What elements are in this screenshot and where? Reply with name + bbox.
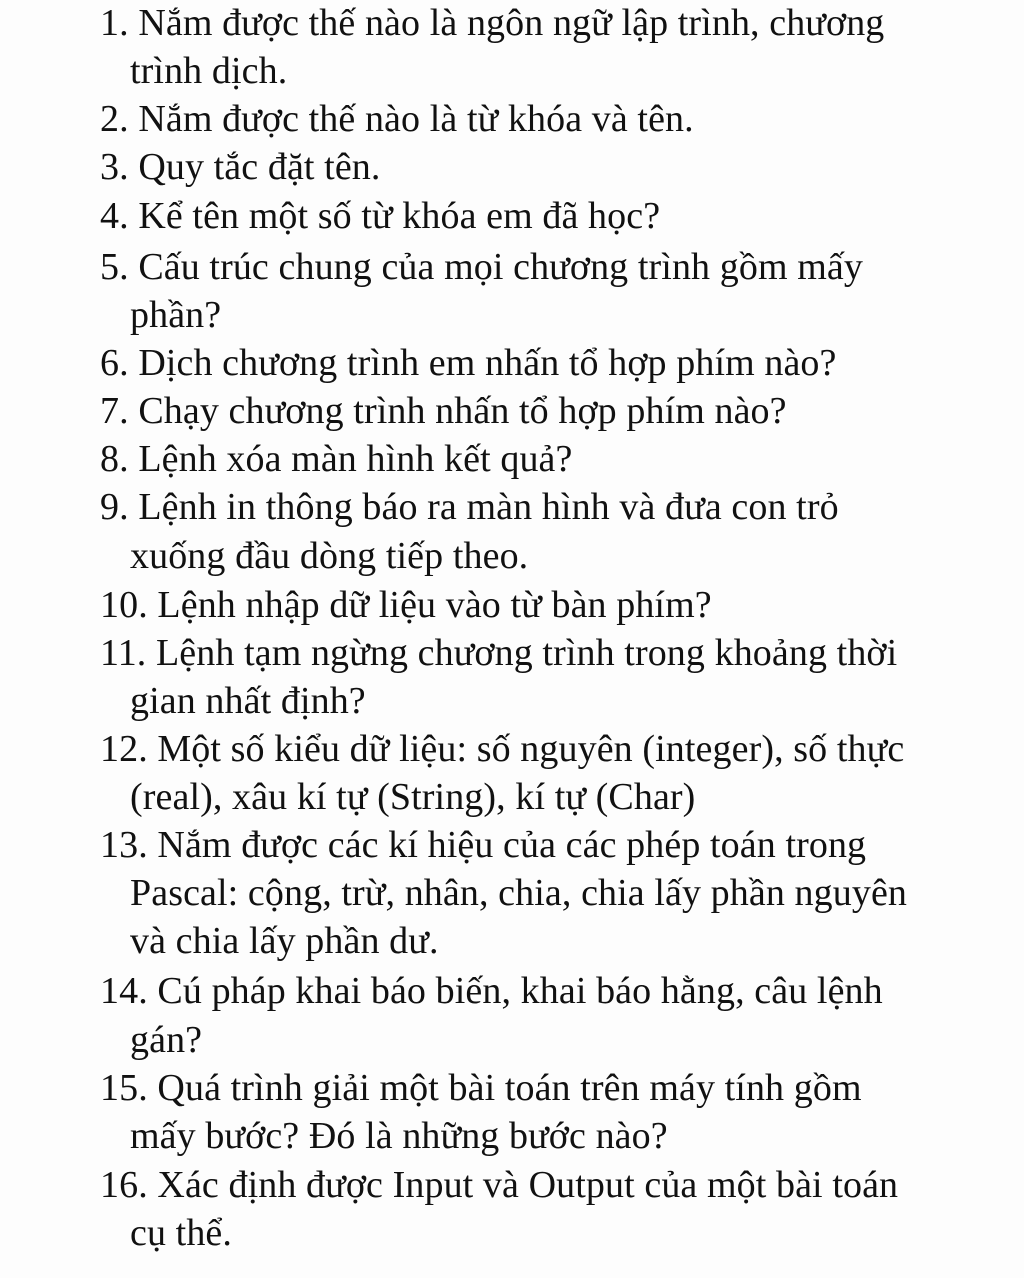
item-text: Quy tắc đặt tên. bbox=[138, 146, 381, 188]
item-text: gán? bbox=[130, 1019, 203, 1061]
list-item-line bbox=[130, 870, 907, 916]
item-text: (real), xâu kí tự (String), kí tự (Char) bbox=[130, 776, 696, 818]
list-item-line bbox=[130, 1210, 232, 1256]
item-number: 9. bbox=[100, 486, 129, 528]
list-item-line bbox=[130, 678, 366, 724]
item-text: Lệnh nhập dữ liệu vào từ bàn phím? bbox=[157, 584, 712, 626]
item-number: 11. bbox=[100, 632, 147, 674]
list-item-line bbox=[130, 1113, 668, 1159]
list-item-line bbox=[100, 436, 573, 482]
list-item-line bbox=[100, 388, 787, 434]
list-item-line bbox=[100, 144, 381, 190]
item-text: Một số kiểu dữ liệu: số nguyên (integer), số thực bbox=[157, 728, 905, 770]
item-text: Lệnh tạm ngừng chương trình trong khoảng thời bbox=[156, 632, 898, 674]
item-text: Lệnh in thông báo ra màn hình và đưa con trỏ bbox=[138, 486, 839, 528]
list-item-line bbox=[100, 968, 883, 1014]
list-item-line bbox=[130, 918, 439, 964]
list-item-line bbox=[100, 630, 897, 676]
item-number: 2. bbox=[100, 98, 129, 140]
item-text: xuống đầu dòng tiếp theo. bbox=[130, 535, 529, 577]
item-number: 8. bbox=[100, 438, 129, 480]
list-item-line bbox=[100, 726, 904, 772]
list-item-line bbox=[100, 193, 660, 239]
list-item-line bbox=[100, 340, 837, 386]
list-item-line bbox=[130, 1017, 202, 1063]
list-item-line bbox=[100, 582, 712, 628]
list-item-line bbox=[100, 244, 863, 290]
item-text: Kể tên một số từ khóa em đã học? bbox=[138, 195, 661, 237]
item-text: phần? bbox=[130, 294, 222, 336]
item-number: 16. bbox=[100, 1164, 148, 1206]
item-number: 4. bbox=[100, 195, 129, 237]
item-number: 7. bbox=[100, 390, 129, 432]
item-text: và chia lấy phần dư. bbox=[130, 920, 439, 962]
item-text: cụ thể. bbox=[130, 1212, 232, 1254]
item-number: 3. bbox=[100, 146, 129, 188]
item-text: mấy bước? Đó là những bước nào? bbox=[130, 1115, 668, 1157]
item-text: Quá trình giải một bài toán trên máy tính gồm bbox=[157, 1067, 862, 1109]
list-item-line bbox=[100, 484, 839, 530]
item-number: 5. bbox=[100, 246, 129, 288]
item-number: 1. bbox=[100, 2, 129, 44]
item-text: Nắm được các kí hiệu của các phép toán trong bbox=[157, 824, 867, 866]
item-text: gian nhất định? bbox=[130, 680, 366, 722]
list-item-line bbox=[130, 774, 695, 820]
item-number: 13. bbox=[100, 824, 148, 866]
item-text: Dịch chương trình em nhấn tổ hợp phím nào? bbox=[138, 342, 837, 384]
item-number: 15. bbox=[100, 1067, 148, 1109]
list-item-line bbox=[100, 1065, 862, 1111]
item-text: Cấu trúc chung của mọi chương trình gồm mấy bbox=[138, 246, 863, 288]
item-number: 14. bbox=[100, 970, 148, 1012]
item-number: 12. bbox=[100, 728, 148, 770]
item-text: Xác định được Input và Output của một bài toán bbox=[157, 1164, 899, 1206]
item-text: Chạy chương trình nhấn tổ hợp phím nào? bbox=[138, 390, 787, 432]
item-text: trình dịch. bbox=[130, 50, 288, 92]
list-item-line bbox=[100, 96, 694, 142]
item-text: Cú pháp khai báo biến, khai báo hằng, câu lệnh bbox=[157, 970, 883, 1012]
item-number: 10. bbox=[100, 584, 148, 626]
list-item-line bbox=[130, 533, 528, 579]
list-item-line bbox=[100, 1162, 898, 1208]
item-text: Nắm được thế nào là ngôn ngữ lập trình, chương bbox=[138, 2, 885, 44]
list-item-line bbox=[130, 48, 287, 94]
item-text: Lệnh xóa màn hình kết quả? bbox=[138, 438, 573, 480]
item-text: Pascal: cộng, trừ, nhân, chia, chia lấy phần nguyên bbox=[130, 872, 908, 914]
item-number: 6. bbox=[100, 342, 129, 384]
list-item-line bbox=[130, 292, 221, 338]
item-text: Nắm được thế nào là từ khóa và tên. bbox=[138, 98, 694, 140]
list-item-line bbox=[100, 822, 866, 868]
list-item-line bbox=[100, 0, 884, 46]
